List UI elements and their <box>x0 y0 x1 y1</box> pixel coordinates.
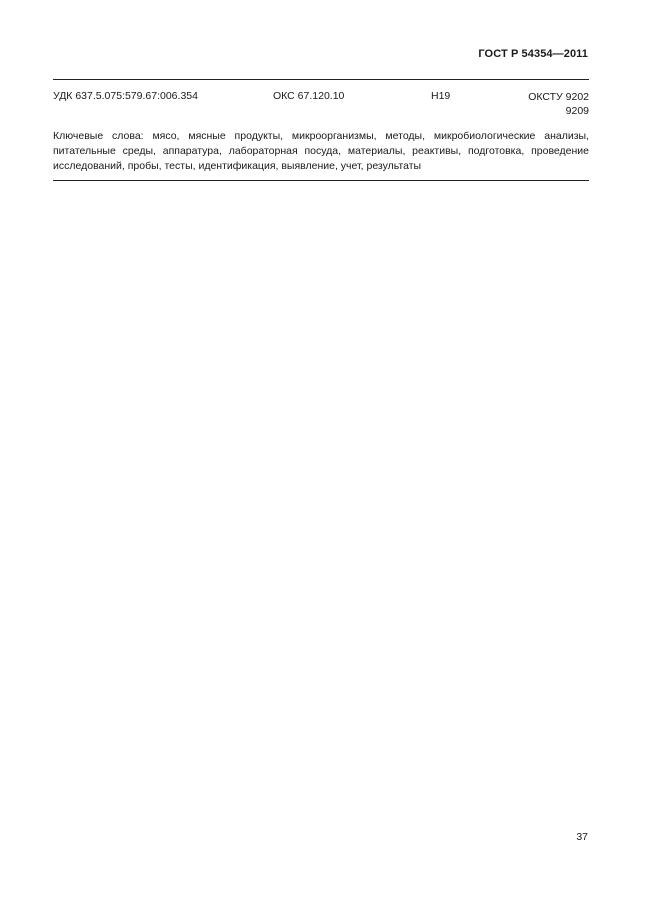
udk-code: УДК 637.5.075:579.67:006.354 <box>53 90 198 102</box>
bottom-divider <box>53 180 589 181</box>
okstu-code <box>528 90 589 118</box>
okstu-line-2: 9209 <box>565 105 589 117</box>
standard-code: ГОСТ Р 54354—2011 <box>478 48 588 60</box>
top-divider <box>53 79 589 80</box>
page-number: 37 <box>576 831 588 843</box>
okstu-line-1: ОКСТУ 9202 <box>528 91 589 103</box>
classification-row <box>53 90 589 120</box>
keywords-paragraph: Ключевые слова: мясо, мясные продукты, микроорганизмы, методы, микробиологические анализы, питательные среды, аппаратура, лабораторная посуда, материалы, реактивы, подготовка, проведение исследований, пробы, тесты, идентификация, выявление, учет, результаты <box>53 130 589 172</box>
oks-code: ОКС 67.120.10 <box>273 90 345 102</box>
group-code: Н19 <box>431 90 451 102</box>
